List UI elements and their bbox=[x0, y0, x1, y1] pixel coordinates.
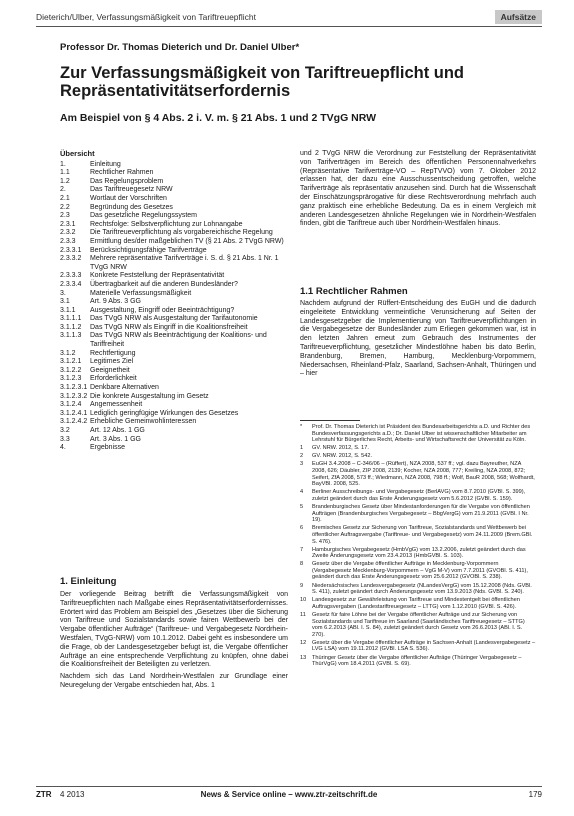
toc-item bbox=[60, 247, 288, 256]
footnote bbox=[300, 612, 536, 638]
footnote bbox=[300, 453, 536, 460]
toc-item-number: 3.1.2.4 bbox=[60, 401, 82, 409]
toc-item-number: 3.1.2.2 bbox=[60, 366, 82, 374]
toc-item-label: Art. 12 Abs. 1 GG bbox=[90, 427, 145, 434]
toc-item-number: 3.1.2 bbox=[60, 349, 76, 357]
footnotes bbox=[300, 424, 536, 669]
footnote-text: Landesgesetz zur Gewährleistung von Tariftreue und Mindestentgelt bei öffentlichen Auftragsvergaben (Landestariftreuegesetz – LTTG) vom 1.12.2010 (GVBl. S. 426). bbox=[312, 597, 520, 610]
toc-item-number: 2.3.1 bbox=[60, 220, 76, 228]
footnote-number: 9 bbox=[300, 582, 304, 589]
toc-item-label: Die konkrete Ausgestaltung im Gesetz bbox=[90, 392, 209, 400]
toc-item bbox=[60, 169, 288, 178]
toc-item bbox=[60, 444, 288, 453]
toc-item-number: 1. bbox=[60, 160, 66, 168]
footnote-text: GV. NRW. 2012, S. 542. bbox=[312, 453, 373, 460]
footnote-separator bbox=[300, 420, 360, 421]
footnote-text: Prof. Dr. Thomas Dieterich ist Präsident des Bundesarbeitsgerichts a.D. und Richter des Bundesverfassungsgerichts a.D.; Dr. Daniel Ulber ist wissenschaftlicher Mitarbeiter am Lehrstuhl für Bürgerliches Recht, Arbeits- und Wirtschaftsrecht der Universität zu Köln. bbox=[312, 424, 531, 444]
toc-item-number: 3.1.1 bbox=[60, 306, 76, 314]
section-tag: Aufsätze bbox=[495, 10, 542, 24]
toc-item-number: 3.1.1.2 bbox=[60, 323, 82, 331]
toc-item-label: Ergebnisse bbox=[90, 444, 126, 452]
paragraph: Der vorliegende Beitrag betrifft die Verfassungsmäßigkeit von Tariftreuepflichten nach Maßgabe eines Repräsentativitätserfordernisses. Erörtert wird das Problem am Beispiel des „Gesetzes über die Sicherung von Tariftreue und Sozialstandards sowie fairen Wettbewerb bei der Vergabe öffentlicher Aufträge“ (Tariftreue- und Vergabegesetz Nordrhein-Westfalen, TVgG-NRW) vom 10.1.2012. Dabei geht es insbesondere um die Frage, ob der Landesgesetzgeber befugt ist, die Vergabe öffentlicher Aufträge an eine entsprechende Verpflichtung zu knüpfen, ohne dabei die Koalitionsfreiheit der Beteiligten zu verletzen. bbox=[60, 591, 288, 669]
toc-item bbox=[60, 324, 288, 333]
toc-item bbox=[60, 436, 288, 445]
footnote-text: GV. NRW. 2012, S. 17. bbox=[312, 445, 369, 452]
toc-item-number: 2. bbox=[60, 186, 66, 194]
footnote-number: 12 bbox=[300, 639, 307, 646]
footnote-text: Brandenburgisches Gesetz über Mindestanforderungen für die Vergabe von öffentlichen Aufträgen (Brandenburgisches Vergabegesetz – BbgVergG) vom 21.9.2011 (GVBl. I Nr. 19). bbox=[312, 504, 530, 524]
toc-item-number: 3.1 bbox=[60, 298, 70, 306]
footnote-number: 4 bbox=[300, 489, 304, 496]
journal-issue: 4 2013 bbox=[60, 790, 85, 799]
footnote-text: Berliner Ausschreibungs- und Vergabegesetz (BerlAVG) vom 8.7.2010 (GVBl. S. 399), zuletzt geändert durch das Erste Änderungsgesetz vom 5.6.2012 (GVBl. S. 159). bbox=[312, 489, 526, 502]
paragraph: Nachdem sich das Land Nordrhein-Westfalen zur Grundlage einer Neuregelung der Vergabe entschieden hat, Abs. 1 bbox=[60, 673, 288, 689]
toc-item-number: 2.3 bbox=[60, 212, 70, 220]
toc-item bbox=[60, 221, 288, 230]
toc-item bbox=[60, 195, 288, 204]
footnote bbox=[300, 461, 536, 487]
toc-item-label: Art. 3 Abs. 1 GG bbox=[90, 435, 141, 443]
footnote-number: 8 bbox=[300, 561, 304, 568]
toc-item-number: 1.1 bbox=[60, 169, 70, 177]
toc-item-number: 3.1.2.3.1 bbox=[60, 384, 88, 392]
toc-item bbox=[60, 367, 288, 376]
toc-item-number: 2.3.2 bbox=[60, 229, 76, 237]
toc-item-label: Erforderlichkeit bbox=[90, 375, 137, 383]
footnote-text: Bremisches Gesetz zur Sicherung von Tariftreue, Sozialstandards und Wettbewerb bei öffentlicher Auftragsvergabe (Tariftreue- und Vergabegesetz) vom 24.11.2009 (Brem.GBl. S. 476). bbox=[312, 525, 533, 545]
toc-item-label: Übertragbarkeit auf die anderen Bundesländer? bbox=[90, 280, 238, 288]
footnote-number: 1 bbox=[300, 445, 304, 452]
article-title: Zur Verfassungsmäßigkeit von Tariftreuepflicht und Repräsentativitätserfordernis bbox=[60, 64, 465, 100]
footnote-text: Hamburgisches Vergabegesetz (HmbVgG) vom 13.2.2006, zuletzt geändert durch das Zweite Änderungsgesetz vom 23.4.2013 (HmbGVBl. S. 103). bbox=[312, 546, 526, 560]
authors: Professor Dr. Thomas Dieterich und Dr. Daniel Ulber* bbox=[60, 42, 300, 53]
toc-item bbox=[60, 332, 288, 349]
toc-item-label: Rechtsfolge: Selbstverpflichtung zur Lohnangabe bbox=[90, 220, 243, 228]
toc-item-number: 3.2 bbox=[60, 427, 70, 434]
footnote bbox=[300, 445, 536, 452]
journal-name: ZTR bbox=[36, 790, 52, 799]
toc-item-label: Mehrere repräsentative Tarifverträge i. S. d. § 21 Abs. 1 Nr. 1 TVgG NRW bbox=[90, 255, 279, 271]
toc-item-number: 3.3 bbox=[60, 435, 70, 443]
toc-item-label: Materielle Verfassungsmäßigkeit bbox=[90, 289, 192, 297]
toc-item-number: 3.1.1.3 bbox=[60, 332, 82, 340]
footnote bbox=[300, 504, 536, 524]
table-of-contents bbox=[60, 150, 288, 453]
toc-item-label: Erhebliche Gemeinwohlinteressen bbox=[90, 418, 197, 426]
footnote bbox=[300, 640, 536, 653]
footnote-number: 11 bbox=[300, 611, 306, 618]
toc-item bbox=[60, 186, 288, 195]
toc-item bbox=[60, 307, 288, 316]
toc-item-label: Das TVgG NRW als Beeinträchtigung der Koalitions- und Tariffreiheit bbox=[90, 332, 267, 349]
article-subtitle: Am Beispiel von § 4 Abs. 2 i. V. m. § 21 Abs. 1 und 2 TVgG NRW bbox=[60, 112, 377, 124]
footnote-text: Gesetz für faire Löhne bei der Vergabe öffentlicher Aufträge und zur Sicherung von Sozialstandards und Tariftreue im Saarland (Saarländisches Tariftreuegesetz – STTG) vom 6.2.2013 (ABl. I. S. 84), zuletzt geändert durch Gesetz vom 26.6.2013 (ABl. I. S. 270). bbox=[312, 611, 525, 638]
toc-item-number: 1.2 bbox=[60, 177, 70, 185]
toc-item-label: Art. 9 Abs. 3 GG bbox=[90, 298, 141, 306]
toc-item-label: Das TVgG NRW als Eingriff in die Koalitionsfreiheit bbox=[90, 323, 248, 331]
toc-item bbox=[60, 418, 288, 427]
toc-list bbox=[60, 161, 288, 453]
toc-item bbox=[60, 161, 288, 170]
page-footer bbox=[36, 786, 542, 804]
toc-item bbox=[60, 384, 288, 393]
footnote-number: 2 bbox=[300, 453, 304, 460]
toc-heading: Übersicht bbox=[60, 149, 95, 158]
footer-website: News & Service online – www.ztr-zeitschrift.de bbox=[200, 790, 378, 799]
footnote-number: 5 bbox=[300, 504, 304, 511]
footnote bbox=[300, 525, 536, 545]
toc-item bbox=[60, 410, 288, 419]
intro-continuation: und 2 TVgG NRW die Verordnung zur Feststellung der Repräsentativität von Tarifverträgen im Bereich des öffentlichen Personennahverkehrs (Repräsentative Tarifverträge-VO – RepTVVO) vom 7. Oktober 2012 erlassen hat, der dazu eine Ausschussentscheidung getroffen, welche Tarifverträge als repräsentativ anzusehen sind. Durch hat die Wissenschaft der Einschätzungsprärogative für diese Rechtsverordnung mehrfach auch ganz praktisch eine erhebliche Bedeutung. Da es in einem Vergleich mit anderen Landesgesetzen ähnliche Regelungen wie in Nordrhein-Westfalen finden, gibt die Tariftreue auch über Nordrhein-Westfalen hinaus. bbox=[300, 150, 536, 228]
toc-item-number: 3.1.2.3 bbox=[60, 375, 82, 383]
footnote-text: Niedersächsisches Landesvergabegesetz (NLandesVergG) vom 15.12.2008 (Nds. GVBl. S. 411), zuletzt geändert durch Änderungsgesetz vom 13.9.2013 (Nds. GVBl. S. 240). bbox=[312, 582, 532, 596]
toc-item bbox=[60, 401, 288, 410]
footnote bbox=[300, 561, 536, 581]
footnote bbox=[300, 489, 536, 502]
toc-item-label: Die Tariftreueverpflichtung als vorgabereichische Regelung bbox=[90, 229, 273, 237]
toc-item-number: 3.1.2.3.2 bbox=[60, 392, 88, 400]
toc-item bbox=[60, 178, 288, 187]
footnote bbox=[300, 424, 536, 444]
toc-item-label: Das TVgG NRW als Ausgestaltung der Tarifautonomie bbox=[90, 315, 258, 323]
toc-item bbox=[60, 350, 288, 359]
toc-item-label: Begründung des Gesetzes bbox=[90, 203, 173, 211]
footnote-number: 10 bbox=[300, 597, 307, 604]
toc-item-label: Denkbare Alternativen bbox=[90, 384, 159, 392]
toc-item bbox=[60, 298, 288, 307]
footnote-text: Gesetz über die Vergabe öffentlicher Aufträge in Sachsen-Anhalt (Landesvergabegesetz – LVG LSA) vom 19.11.2012 (GVBl. LSA S. 536). bbox=[312, 639, 536, 653]
footnote bbox=[300, 547, 536, 560]
toc-item-label: Das Regelungsproblem bbox=[90, 177, 164, 185]
footnote bbox=[300, 597, 536, 610]
toc-item bbox=[60, 238, 288, 247]
toc-item-label: Rechtfertigung bbox=[90, 349, 136, 357]
toc-item bbox=[60, 427, 288, 436]
footnote-number: * bbox=[300, 424, 303, 430]
toc-item-number: 3. bbox=[60, 289, 66, 297]
footnote-number: 7 bbox=[300, 546, 304, 553]
toc-item-number: 4. bbox=[60, 444, 66, 452]
footnote bbox=[300, 583, 536, 596]
toc-item bbox=[60, 204, 288, 213]
toc-item-label: Angemessenheit bbox=[90, 401, 143, 409]
footnote-number: 3 bbox=[300, 461, 304, 468]
footnote-number: 13 bbox=[300, 654, 307, 661]
footnote-text: Thüringer Gesetz über die Vergabe öffentlicher Aufträge (Thüringer Vergabegesetz – ThürVgG) vom 18.4.2011 (GVBl. S. 69). bbox=[312, 654, 522, 668]
toc-item bbox=[60, 358, 288, 367]
toc-item bbox=[60, 229, 288, 238]
toc-item-number: 2.3.3.2 bbox=[60, 255, 82, 263]
toc-item-number: 2.2 bbox=[60, 203, 70, 211]
toc-item-label: Berücksichtigungsfähige Tarifverträge bbox=[90, 246, 207, 254]
toc-item-label: Geeignetheit bbox=[90, 366, 130, 374]
section-heading-rahmen: 1.1 Rechtlicher Rahmen bbox=[300, 286, 408, 297]
toc-item-label: Lediglich geringfügige Wirkungen des Gesetzes bbox=[90, 409, 239, 417]
toc-item-number: 3.1.1.1 bbox=[60, 315, 82, 323]
running-header-title: Dieterich/Ulber, Verfassungsmäßigkeit von Tariftreuepflicht bbox=[36, 12, 256, 22]
toc-item-label: Ermittlung des/der maßgeblichen TV (§ 21 Abs. 2 TVgG NRW) bbox=[90, 237, 284, 245]
section-heading-einleitung: 1. Einleitung bbox=[60, 576, 117, 587]
toc-item-number: 3.1.2.1 bbox=[60, 358, 82, 366]
toc-item-label: Wortlaut der Vorschriften bbox=[90, 194, 167, 202]
toc-item-number: 2.1 bbox=[60, 194, 70, 202]
einleitung-body bbox=[60, 591, 288, 694]
toc-item bbox=[60, 255, 288, 272]
toc-item-number: 2.3.3 bbox=[60, 237, 76, 245]
toc-item bbox=[60, 281, 288, 290]
toc-item bbox=[60, 212, 288, 221]
toc-item bbox=[60, 272, 288, 281]
footnote-number: 6 bbox=[300, 525, 304, 532]
running-header bbox=[36, 12, 542, 27]
page-number: 179 bbox=[528, 790, 542, 799]
toc-item bbox=[60, 315, 288, 324]
rahmen-body: Nachdem aufgrund der Rüffert-Entscheidung des EuGH und die dadurch eingeleitete Entwicklung vermeintliche Verunsicherung auf Seiten der Landesgesetzgeber die Implementierung von Tariftreueverpflichtungen in die Vergabegesetze der Bundesländer zum Erliegen gekommen war, ist in den letzten Jahren erneut zum Gebrauch des Instrumentes der Tariftreueverpflichtung, gesetzlicher Mindestlöhne haben bis dato Berlin, Brandenburg, Bremen, Hamburg, Mecklenburg-Vorpommern, Niedersachsen, Rheinland-Pfalz, Saarland, Sachsen-Anhalt, Thüringen und – hier bbox=[300, 300, 536, 378]
toc-item-number: 2.3.3.4 bbox=[60, 280, 82, 288]
toc-item-number: 2.3.3.3 bbox=[60, 272, 82, 280]
toc-item-label: Das gesetzliche Regelungssystem bbox=[90, 212, 197, 220]
toc-item-number: 3.1.2.4.2 bbox=[60, 418, 88, 426]
toc-item-label: Konkrete Feststellung der Repräsentativität bbox=[90, 272, 225, 280]
toc-item bbox=[60, 375, 288, 384]
toc-item-label: Rechtlicher Rahmen bbox=[90, 169, 154, 177]
toc-item-number: 2.3.3.1 bbox=[60, 246, 82, 254]
toc-item bbox=[60, 393, 288, 402]
toc-item-label: Ausgestaltung, Eingriff oder Beeinträchtigung? bbox=[90, 306, 235, 314]
toc-item bbox=[60, 290, 288, 299]
toc-item-label: Legitimes Ziel bbox=[90, 358, 134, 366]
footnote-text: EuGH 3.4.2008 – C-346/06 – (Rüffert), NZA 2008, 537 ff.; vgl. dazu Bayreuther, NZA 2008, 626; Däubler, ZIP 2008, 2139; Kocher, NZA 2008, 777; Kreiling, NZA 2008, 872; Seifert, ZfA 2008, 573 ff.; Wiedmann, NZA 2008, 798 ff.; Wolf, BauR 2008, 568; Wolfhardt, BayVBl. 2008, 525. bbox=[312, 461, 535, 488]
footnote bbox=[300, 655, 536, 668]
toc-item-label: Das Tariftreuegesetz NRW bbox=[90, 186, 173, 194]
toc-item-label: Einleitung bbox=[90, 160, 121, 168]
footnote-text: Gesetz über die Vergabe öffentlicher Aufträge in Mecklenburg-Vorpommern (Vergabegesetz Mecklenburg-Vorpommern – VgG M-V) vom 7.7.2011 (GVOBl. S. 411), geändert durch das Erste Änderungsgesetz vom 25.6.2012 (GVOBl. S. 238). bbox=[312, 561, 528, 581]
toc-item-number: 3.1.2.4.1 bbox=[60, 409, 88, 417]
